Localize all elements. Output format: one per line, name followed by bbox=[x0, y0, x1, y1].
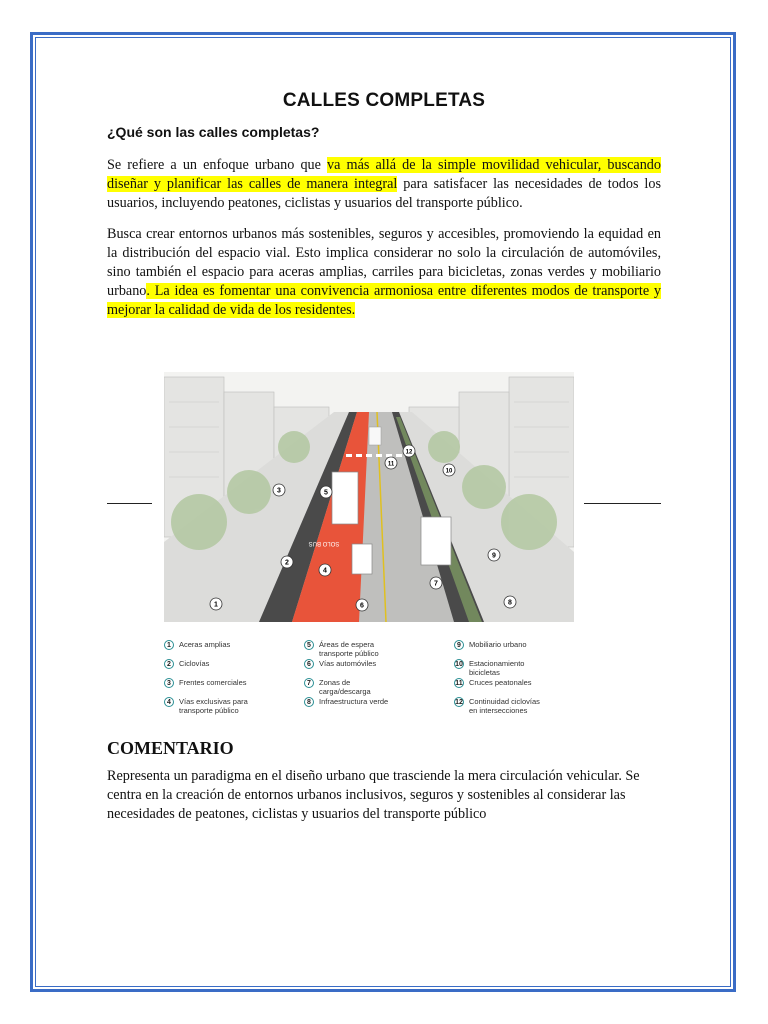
legend-label: Áreas de espera transporte público bbox=[319, 640, 379, 658]
legend-label: Frentes comerciales bbox=[179, 678, 247, 687]
paragraph-1-highlight: va más allá de la simple movilidad vehicular, buscando diseñar y planificar las calles de manera integral bbox=[107, 157, 661, 192]
legend-item bbox=[164, 640, 259, 650]
legend-item bbox=[164, 697, 259, 715]
svg-text:6: 6 bbox=[360, 602, 364, 610]
marker-6 bbox=[356, 599, 368, 611]
legend-number: 4 bbox=[164, 697, 174, 707]
paragraph-1-text: Se refiere a un enfoque urbano que bbox=[107, 157, 328, 173]
legend-item bbox=[304, 640, 399, 658]
legend-number: 3 bbox=[164, 678, 174, 688]
legend-label: Mobiliario urbano bbox=[469, 640, 527, 649]
svg-text:4: 4 bbox=[323, 567, 327, 575]
marker-10 bbox=[443, 464, 455, 476]
svg-text:2: 2 bbox=[285, 559, 289, 567]
paragraph-1-text-end: para satisfacer las necesidades de todos los usuarios, incluyendo peatones, ciclistas y usuarios del transporte público. bbox=[107, 176, 661, 211]
legend-item bbox=[454, 659, 549, 677]
legend-label: Zonas de carga/descarga bbox=[319, 678, 371, 696]
legend-label: Estacionamiento bicicletas bbox=[469, 659, 525, 677]
legend-item bbox=[454, 678, 549, 688]
bus-lane-text: SOLO BUS bbox=[308, 540, 340, 546]
marker-2 bbox=[281, 556, 293, 568]
legend-item bbox=[454, 640, 549, 650]
figure-rule-left bbox=[107, 503, 152, 504]
paragraph-1 bbox=[107, 156, 661, 213]
paragraph-2-text: Busca crear entornos urbanos más sostenibles, seguros y accesibles, promoviendo la equidad en la distribución del espacio vial. Esto implica considerar no solo la circulación de automóviles, sino también el espacio para aceras amplias, carriles para bicicletas, zonas verdes y mobiliario urbano bbox=[107, 226, 661, 299]
svg-text:12: 12 bbox=[405, 449, 413, 456]
legend-number: 1 bbox=[164, 640, 174, 650]
marker-8 bbox=[504, 596, 516, 608]
svg-text:7: 7 bbox=[434, 580, 438, 588]
svg-text:9: 9 bbox=[492, 552, 496, 560]
svg-text:10: 10 bbox=[445, 468, 453, 475]
legend-label: Cruces peatonales bbox=[469, 678, 532, 687]
legend-number: 6 bbox=[304, 659, 314, 669]
legend-item bbox=[454, 697, 549, 715]
legend-label: Ciclovías bbox=[179, 659, 210, 668]
marker-5 bbox=[320, 486, 332, 498]
legend-number: 10 bbox=[455, 660, 463, 668]
comment-text: Representa un paradigma en el diseño urbano que trasciende la mera circulación vehicular. Se centra en la creación de entornos urbanos inclusivos, seguros y sostenibles al considerar las necesidades de peatones, ciclistas y usuarios del transporte público bbox=[107, 768, 640, 822]
paragraph-2-highlight: . La idea es fomentar una convivencia armoniosa entre diferentes modos de transporte y mejorar la calidad de vida de los residentes. bbox=[107, 283, 661, 318]
legend-number: 12 bbox=[455, 698, 463, 706]
street-figure bbox=[107, 370, 661, 725]
legend-number: 11 bbox=[455, 679, 463, 687]
paragraph-2 bbox=[107, 225, 661, 320]
svg-text:5: 5 bbox=[324, 489, 328, 497]
legend-number: 9 bbox=[454, 640, 464, 650]
street-illustration bbox=[164, 372, 574, 622]
figure-rule-right bbox=[584, 503, 661, 504]
section-subtitle: ¿Qué son las calles completas? bbox=[107, 124, 320, 140]
marker-12 bbox=[403, 445, 415, 457]
legend-item bbox=[164, 659, 259, 669]
legend-label: Continuidad ciclovías en intersecciones bbox=[469, 697, 540, 715]
marker-11 bbox=[385, 457, 397, 469]
marker-9 bbox=[488, 549, 500, 561]
legend-label: Vías exclusivas para transporte público bbox=[179, 697, 248, 715]
svg-text:8: 8 bbox=[508, 599, 512, 607]
legend-label: Vías automóviles bbox=[319, 659, 377, 668]
comment-heading: COMENTARIO bbox=[107, 738, 234, 758]
svg-text:3: 3 bbox=[277, 487, 281, 495]
legend-number: 5 bbox=[304, 640, 314, 650]
legend-item bbox=[304, 659, 399, 669]
legend-item bbox=[304, 697, 399, 707]
svg-text:1: 1 bbox=[214, 601, 218, 609]
marker-3 bbox=[273, 484, 285, 496]
svg-text:11: 11 bbox=[387, 461, 395, 468]
marker-1 bbox=[210, 598, 222, 610]
legend-label: Aceras amplias bbox=[179, 640, 231, 649]
document-body bbox=[107, 90, 661, 332]
marker-7 bbox=[430, 577, 442, 589]
figure-legend bbox=[164, 640, 584, 725]
page-title: CALLES COMPLETAS bbox=[282, 90, 486, 111]
legend-item bbox=[164, 678, 259, 688]
legend-number: 2 bbox=[164, 659, 174, 669]
legend-item bbox=[304, 678, 399, 696]
legend-number: 7 bbox=[304, 678, 314, 688]
legend-number: 8 bbox=[304, 697, 314, 707]
marker-4 bbox=[319, 564, 331, 576]
legend-label: Infraestructura verde bbox=[319, 697, 389, 706]
